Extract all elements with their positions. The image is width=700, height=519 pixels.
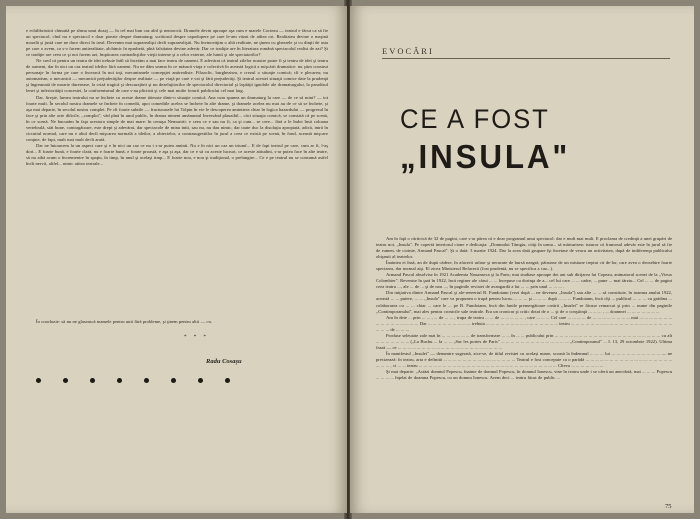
dot-ornament bbox=[36, 378, 41, 383]
left-page bbox=[6, 6, 347, 513]
right-paragraph: Am în faţă o cărticică de 32 de pagini, care s-ar părea că e doar programul unui spectacol: dar e mult mai mult. E proclama de credinţă a unei grupări de teatru noi, „Insula". Pe copertă interiorul cione e dedicaţia: „Domnului Tămgiu, citiţi în urma... să mărturisesc tuturor că frumosul adevăr este în jurul să fie de rumen, de ciotnie, Armand Pascal". Şi o dată: 3 martie 1924. Dar la acea dată grupare îşi încetase de veacu un activitatea, după de indiferenţa publicului obişnuit al teatrelor. bbox=[376, 236, 672, 260]
separator-stars: * * * bbox=[184, 335, 209, 340]
dot-ornament bbox=[225, 378, 230, 383]
dot-ornament bbox=[117, 378, 122, 383]
right-paragraph: Şi mai departe: „Astăzi domnul Popescu, înainte de domnul Popescu, în domnul Ionescu, vine în teatru unde i se oferă un anecdotă, mai ... ... ... Popescu ... ... ... ... înţelat de doamna Popescu, cu un domnu Ionescu. Avem deci ... teatru făcut de public ... bbox=[376, 369, 672, 381]
section-rule bbox=[382, 58, 670, 59]
section-label: EVOCĂRI bbox=[382, 46, 434, 56]
right-paragraph: Armand Pascal absolvise în 1921 Academia Nouanseca şi la Paris; mai studiase aproape doi ani sub dirijarea lui Copeau, animatorul scenei de la „Vieux Colombier". Revenise în ţară în 1922, încă reginer ale cărui ... ... începuse cu dorinţa de a... cel lui care ... ... cadre, ... pune ... mai tărziu... Cel ... ... de pagini ceea teatru ..., ale ... de ... şi de nou ..., în paginile revistei de avangardă a lui ... ... prin unul ... ... ... . bbox=[376, 272, 672, 290]
left-paragraph: Ne cred că pentru un teatru de idei trebuie întîi să încetăm a mai face teatru de oameni. E adevărat că teatrul zilelor noastre poate fi şi teatru de idei şi teatru de oameni, dar în nici un caz teatrul ideilor fără oameni. Nu ne dăm seama în ce măsură viaţa e colectivă în această logică a mişcării dramatice: nu ştim construi personaje în forma pe care o încearcă în noi toţi, mecanismele concepţiei antirealiste. Filozofic, burghezism, e crezul o situaţie comică; cît e plecarea; nu automatism, o mecanică — mecanică prejudecăţilor despre realitate — pe viaţă pe care e vai şi fără prejudecăţi. Şi teatrul acestei situaţii comice date la prudenţă şi îngreunată de moarte durerease, la criză tragică şi descurajării şi nu dezelujitorilor de spectacolul directorial şi laşităţii ignobile ale dramaturgului, la paradisul lenei şi inferiorităţii concesiei, la conformismul de care s-au plictisit şi cele mai multe forurii publicului cel mai larg. bbox=[26, 58, 328, 94]
decorative-dots bbox=[36, 378, 256, 388]
left-paragraph: Dar ne întoarcem la un aspect care şi e în nici un caz ce nu i s-ar putea aminti. Nu e în nici un caz un triumf... E de fapt teatrul pe care, cum ar fi, l-aş dori... E foarte bună, e foarte clară, nu e foarte bună, e foarte proastă, e aşa şi aşa, dar ce e să cu aceste lucruri, ce aceste atitudini, s-ar putea face în alte teatre, să nu aibă acum o încremenire în spaţiu, în timp, în unul şi acelaşi timp... E foarte nou, e nou şi tradiţional, o prelungire... Ce e pe teatrul nu se consumă astfel încît nervii, altfel... nimic atitea teatrale... bbox=[26, 142, 328, 167]
dot-ornament bbox=[144, 378, 149, 383]
article-title-line2: „INSULA" bbox=[400, 138, 571, 175]
left-conclusion bbox=[26, 319, 328, 333]
right-paragraph: Din iniţiativa dintre Armand Pascal şi ale-reeeeriul B. Fundoiann (vezi după ... ne devenea ,,Insula'') sau alte ... ... să constituie, în toamna anului 1922, această ... ... putere, ... ... ,,Insula'' care va propunea o trupă pentru lucru, ... ... ... şi ... ... ... după ... ... ... Fundoiann, încă cîţi ... publicul ... ... ... cu grădina ... colaborarea cu ... ... chiar ... care le ... pe B. Fundoiann, încă din lunile premergătoare creării ,,Insulei'' se făcuse remarcat şi prin ... nume din paginile ,,Contimporanului'', mai ales pentru cronicile sale teatrale. Era un cronicar şi critic dotat de o ... şi de o conştiinţă ... ... ... , ... doamnei ... ... ... ... ... ... ... bbox=[376, 290, 672, 314]
right-paragraph: În manifestul ,,Insulei'' — denumire sugerată, zice-se, de titlul revistei cu același nume, scoasă la îndemnul ... ... ... lui ... ... ... ... ... ... ... ... ... ... — ne precizează: în teatru, arta e definită ... ... ... ... ... ... ... ... ... ... ... ... ... ... ... Teatrul e fost concepute ca o parădă ... ... ... ... ... ... ... ... ... ... ... ... ... ... ... ... ... ... ... ... ... , ci ... ... teatru ... ... ... ... ... ... ... ... ... ... ... ... ... ... ... ... ... ... ... ... ... ... ... ... ... ... ... ... ... Cîteva ... ... ... ... ... ... ... bbox=[376, 350, 672, 368]
left-paragraph: e echilibristică chinuită pe sîrma unui dozaj — în cel mai bun caz abil şi nenorocit. Dramele devin aproape aşa cum e marele Cocteau — teatrul e făcut ca să fie un spectacol, cînd nu e spectacol e doar poezie despre dramaturg; scriitorul despre capodopere pe care le-am văzut de atîtea ori. Realitatea devine o maşină morală şi justă care ne duce direct în ireal. Devenim mai suprarealişti decît suprarealiştii. Nu învinovăţim o altă realitate, ne ţinem cu ghearele şi cu dinţii de asta pe care o avem, ca s-o facem antirealitate, alchimic în eprubetă, pînă falsitatea devine adevăr. Dar ce tradiţie are în literatura română spectacolul realist de azi? Şi ce tradiţie are ceea ce şi noi facem azi, împăcarea contradicţiilor vieţii interne şi a celor externe, ale lumii şi ale spectatorilor? bbox=[26, 28, 328, 58]
dot-ornament bbox=[90, 378, 95, 383]
article-title-line1: CE A FOST bbox=[400, 104, 550, 134]
dot-ornament bbox=[63, 378, 68, 383]
dot-ornament bbox=[171, 378, 176, 383]
right-paragraph: Am în dete ... prin ... ... , ... de ... ... , trupa de teatru ... ... de ... ... ... ... ... , care ... ... ... Cel care ... ... ... ... de ... ... ... ... ... ... ... ... mai ... ... ... ... ... ... ... ... ... ... ... ... ... ... ... ... Dar ... ... ... ... ... ... ... ... ... trebuia ... ... ... ... ... ... ... ... ... ... ... ... ... ... ... teatru ... ... ... ... ... ... ... ... ... ... ... ... ... ... ... ... ... ... ... ... ... ... ... ... de ... ... ... bbox=[376, 314, 672, 332]
right-paragraph: Înaintea ei însă, an de după cădere, în afacerii urlase şi necurate de bursă neagră, pătrunse de un misiune treptat cit de-lor, care avea o deosebire foarte spectarea, dar normal aiţi. El zicea Ministerul Refacerii (fost prudentă, nu se specifica a caz...). bbox=[376, 260, 672, 272]
right-page bbox=[350, 6, 694, 513]
right-body-text bbox=[376, 236, 672, 498]
right-paragraph: Produse seleuiate zale mai în ... ... ... ... ... ... de transformare ... ... în ... ... publicului prin ... ... ... ... ... ... ... ... ... ... ... ... ... ... ... ... ... ... ... ... ... ... cu alt ... ... ... ... ... ... ... („La Buchu ... la ... ... „Sur les portes de Paris" ... ... ... ... ... ... ... ... ... ... ... ... ... ... „Contimporanul" ... I. 13, 29 octombrie 1922). Ultima frază — ce ... ... ... ... ... ... ... ... ... ... ... ... ... ... ... ... ... ... ... ... ... ... bbox=[376, 332, 672, 350]
left-paragraph: Dar, fireşte, lumea teatrului nu se încheie cu aceste drame tăiesute dintr-o situaţie comică. Ana cum spunea un dramaturg la care — de ce să mint? — tot foarte mult. În secolul nostru dramele se încheie în comedii, apoi comediile acelea se încheie în alte drame, şi dramele acelea nu mai au de ce să se încheie, şi aşa mai departe, în secolul nostru complet. Pe cît foarte subtile — fructuoasele lui Tolpin în vie le descoperea amintirea chiar în logica hazardului — progresul în face şi prin alte acte dificile, ,,complot'', văd pînă în unul public, în drama nimeni amănuntul Inversând plauzibil... căci situaţia comică; se constată că pe scenă, în ce scenă. Ne bucurăm în faţa acestora simple de mai mare: în cenuşa Nemuririi: e ceea ce e sau nu fi, ca şi cum... se cere... fără a le îndoi însă coloana vertebrală, stăt bune, contragătoare, este drept şi adevărat, dar spectacole de mina intii, sau nu, nu dau nimic, dar toate duc la disoluţia apropiată, adică, intră în circuitul normal, care nu e altul decît mişcarea normală a ideilor, a obiectelor, a contrasugestiilor în jurul a ceea ce există pe scenă, în fond, această mişcare conţine, de fapt, mult mai mult decît arată. bbox=[26, 94, 328, 142]
dot-ornament bbox=[198, 378, 203, 383]
left-body-text bbox=[26, 28, 328, 328]
author-signature: Radu Cosașu bbox=[206, 358, 242, 365]
conclusion-text: În concluzie: să nu ne glasească mamele pentru unii fără probleme, şi ţinem pentru altii — cu. bbox=[36, 319, 212, 324]
page-number: 75 bbox=[665, 503, 672, 510]
